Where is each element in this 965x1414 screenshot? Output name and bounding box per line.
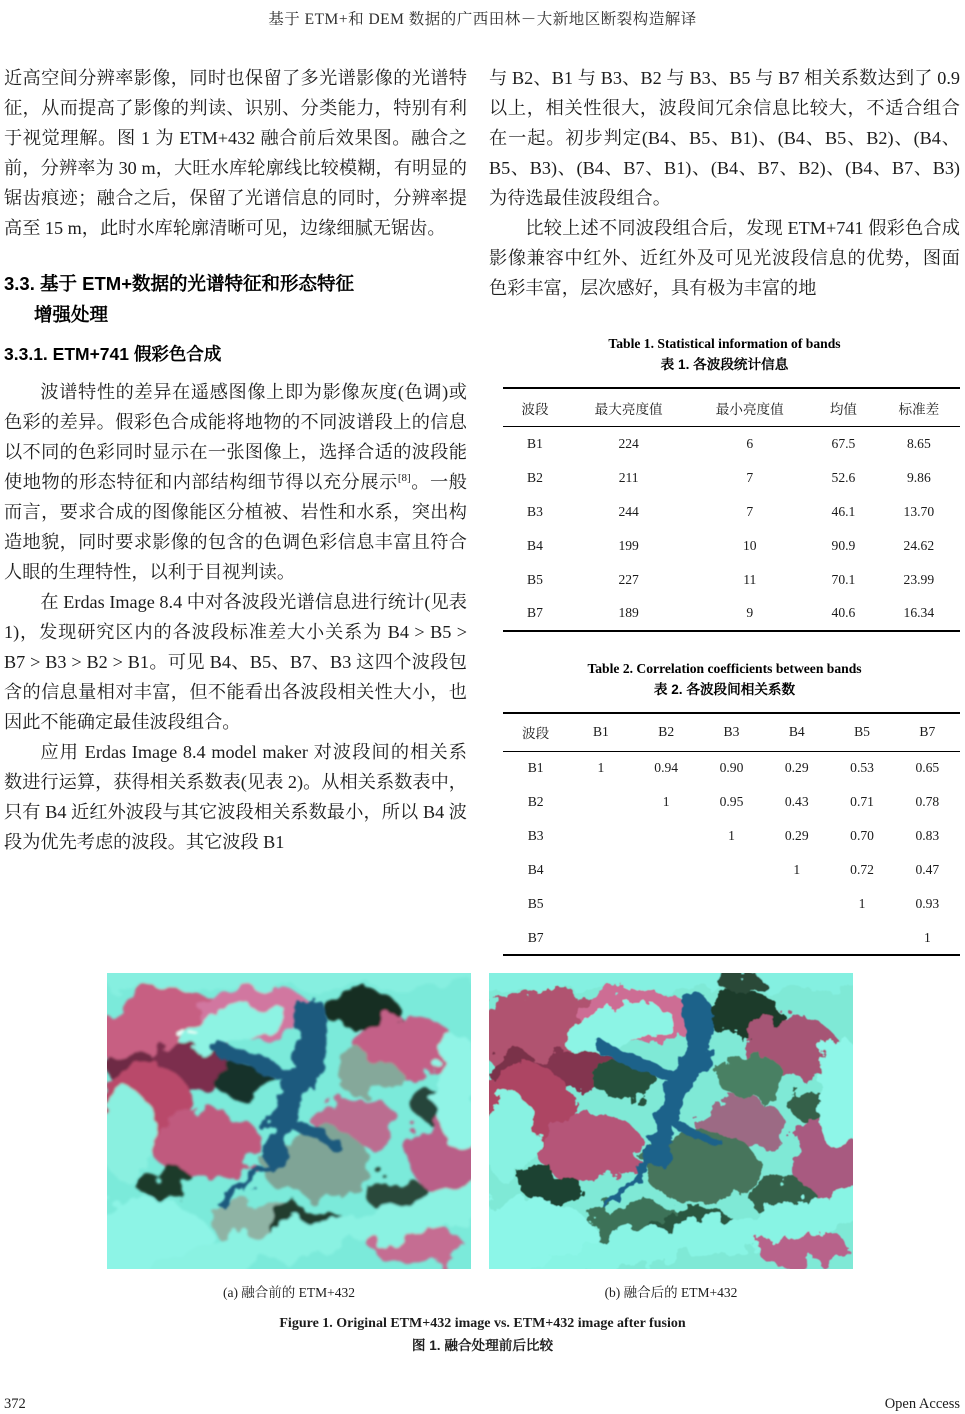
table-cell [764,887,829,921]
table-cell: 16.34 [903,605,935,620]
table-band-statistics [503,387,960,632]
table-cell: 224 [618,435,639,451]
table-cell: B4 [527,862,544,877]
column-header: B3 [723,724,740,739]
table-cell: 9 [746,605,754,620]
table-row [503,563,960,597]
table-cell: 1 [793,862,801,877]
figure-1 [107,973,855,1269]
table-cell [829,921,894,955]
table-cell: 0.72 [850,862,874,877]
table-cell [568,921,633,955]
column-header: B4 [788,724,805,739]
table-cell [568,785,633,819]
table1-title [489,333,960,375]
table-cell: 199 [618,537,639,553]
table-cell: 8.65 [906,435,931,451]
table-cell: 40.6 [831,605,856,620]
table-cell: B3 [527,828,544,843]
column-header: B7 [919,724,936,739]
table-row [503,495,960,529]
table-cell: B1 [527,435,543,451]
table-cell: 0.65 [915,760,940,776]
table-cell: 189 [618,605,639,620]
paragraph-false-color [4,377,467,587]
table-row [503,427,960,461]
paragraph-741-advantage: 比较上述不同波段组合后，发现 ETM+741 假彩色合成影像兼容中红外、近红外及可见光波段信息的优势，图面色彩丰富，层次感好，具有极为丰富的地 [489,218,960,298]
table-cell: 1 [597,760,605,776]
paragraph-text: 。一般而言，要求合成的图像能区分植被、岩性和水系，突出构造地貌，同时要求影像的包含的色调色彩信息丰富且符合人眼的生理特性，以利于目视判读。 [4,472,467,582]
table-cell: 0.43 [784,794,809,809]
table2-title [489,658,960,700]
column-header: 均值 [829,401,858,417]
figure-caption [0,1313,965,1357]
open-access-label: Open Access [884,1396,960,1412]
table-header-row [503,713,960,752]
table1-title-zh: 表 1. 各波段统计信息 [660,357,789,372]
table-cell: B4 [527,537,543,553]
table-band-correlation [503,712,960,957]
table-cell: 67.5 [831,435,856,451]
table-row [503,887,960,921]
right-column [489,63,960,956]
table-cell [634,921,699,955]
table-cell: 6 [746,435,754,451]
figure-image-after-fusion [489,973,853,1269]
table-cell [634,819,699,853]
table-cell: 9.86 [906,469,931,485]
table-cell: 0.53 [850,760,874,776]
section-heading-3-3-1: 3.3.1. ETM+741 假彩色合成 [4,344,222,364]
table-cell: 211 [618,469,639,485]
table-cell: 10 [742,537,757,553]
figure-caption-en: Figure 1. Original ETM+432 image vs. ETM+432 image after fusion [279,1316,686,1331]
table-cell: 7 [746,503,754,519]
section-heading-line2: 增强处理 [34,304,109,325]
table-row [503,785,960,819]
table-cell: 0.29 [784,760,809,776]
table-cell: B7 [527,929,544,945]
section-heading-line1: 3.3. 基于 ETM+数据的光谱特征和形态特征 [4,273,354,294]
table-cell: 24.62 [903,537,935,553]
table2-title-zh: 表 2. 各波段间相关系数 [653,681,796,697]
table-cell: 244 [618,503,639,519]
table-cell: 1 [728,828,735,843]
table-cell: 52.6 [831,469,856,485]
table-cell: 0.29 [784,828,809,843]
table-row [503,751,960,785]
left-column [4,63,467,857]
figure-image-before-fusion [107,973,471,1269]
subcaption-b: (b) 融合后的 ETM+432 [604,1285,738,1300]
column-header: B1 [592,724,609,739]
paragraph-erdas-statistics: 在 Erdas Image 8.4 中对各波段光谱信息进行统计(见表 1)，发现研究区内的各波段标准差大小关系为 B4 > B5 > B7 > B3 > B2 > B1。可见 B4、B5、B7、B3 这四个波段包含的信息量相对丰富，但不能看出各波段相关性大小，也因此不能确定最佳波段组合。 [4,592,467,732]
column-header: 波段 [522,726,550,741]
table-cell: 1 [923,929,931,945]
table-cell [699,887,764,921]
table-cell: 0.78 [915,794,940,809]
running-head: 基于 ETM+和 DEM 数据的广西田林－大新地区断裂构造解译 [268,11,697,28]
table-cell [634,887,699,921]
table-cell: 46.1 [831,503,856,519]
column-header: B5 [854,724,870,739]
figure-caption-zh: 图 1. 融合处理前后比较 [411,1338,554,1353]
table-cell: 0.93 [915,896,940,911]
column-header: 标准差 [898,401,940,417]
page-number: 372 [4,1396,26,1412]
paragraph-text: 波谱特性的差异在遥感图像上即为影像灰度(色调)或色彩的差异。假彩色合成能将地物的不同波谱段上的信息以不同的色彩同时显示在一张图像上，选择合适的波段能使地物的形态特征和内部结构细节得以充分展示 [4,382,467,492]
table2-title-en: Table 2. Correlation coefficients between bands [587,660,862,676]
table-cell: 0.70 [850,828,874,843]
table-cell [764,921,829,955]
table-cell [568,887,633,921]
column-header: 波段 [521,401,549,417]
table-cell: 70.1 [831,571,856,587]
table-cell: B5 [527,896,544,911]
table-cell: B7 [527,605,543,620]
table-cell [699,853,764,887]
column-header: 最小亮度值 [715,401,784,417]
paragraph-fusion-result: 近高空间分辨率影像，同时也保留了多光谱影像的光谱特征，从而提高了影像的判读、识别、分类能力，特别有利于视觉理解。图 1 为 ETM+432 融合前后效果图。融合之前，分辨率为 30 m，大旺水库轮廓线比较模糊，有明显的锯齿痕迹；融合之后，保留了光谱信息的同时，分辨率提高至 15 m，此时水库轮廓清晰可见，边缘细腻无锯齿。 [4,68,467,238]
table-cell: B1 [527,760,544,776]
table-cell: 0.47 [915,862,940,877]
table-cell [699,921,764,955]
citation-ref-8[interactable]: [8] [397,471,411,484]
table-header-row [503,388,960,427]
table-cell: 90.9 [831,537,856,553]
table-cell: B2 [527,794,544,809]
table-row [503,853,960,887]
table-cell [634,853,699,887]
table-cell: B2 [527,469,543,485]
table-cell: 227 [618,571,639,587]
table-cell: 0.71 [850,794,874,809]
paragraph-correlation: 与 B2、B1 与 B3、B2 与 B3、B5 与 B7 相关系数达到了 0.9 以上，相关性很大，波段间冗余信息比较大，不适合组合在一起。初步判定(B4、B5、B1)、(B4、B5、B2)、(B4、B5、B3)、(B4、B7、B1)、(B4、B7、B2)、(B4、B7、B3)为待选最佳波段组合。 [489,68,960,208]
figure-subcaptions [107,1281,855,1301]
table-cell [568,819,633,853]
table-cell: 0.90 [719,760,744,776]
table-cell: B3 [527,503,543,519]
paragraph-model-maker: 应用 Erdas Image 8.4 model maker 对波段间的相关系数进行运算，获得相关系数表(见表 2)。从相关系数表中，只有 B4 近红外波段与其它波段相关系数最小，所以 B4 波段为优先考虑的波段。其它波段 B1 [4,742,467,852]
table-row [503,819,960,853]
table-row [503,921,960,955]
table-row [503,461,960,495]
table-cell: 23.99 [903,571,935,587]
column-header: 最大亮度值 [594,401,663,417]
table-cell: 0.95 [719,794,744,809]
table-cell: 11 [743,571,757,587]
table-cell: 7 [746,469,754,485]
table1-title-en: Table 1. Statistical information of bands [608,336,841,351]
table-cell: 1 [858,896,866,911]
table-cell [568,853,633,887]
table-cell: B5 [527,571,543,587]
table-cell: 0.94 [654,760,679,776]
table-row [503,597,960,631]
column-header: B2 [658,724,675,739]
table-cell: 0.83 [915,828,940,843]
table-cell: 1 [662,794,670,809]
table-cell: 13.70 [903,503,935,519]
section-heading-3-3 [4,268,467,330]
table-row [503,529,960,563]
subcaption-a: (a) 融合前的 ETM+432 [222,1285,356,1300]
page-footer [4,1396,960,1413]
